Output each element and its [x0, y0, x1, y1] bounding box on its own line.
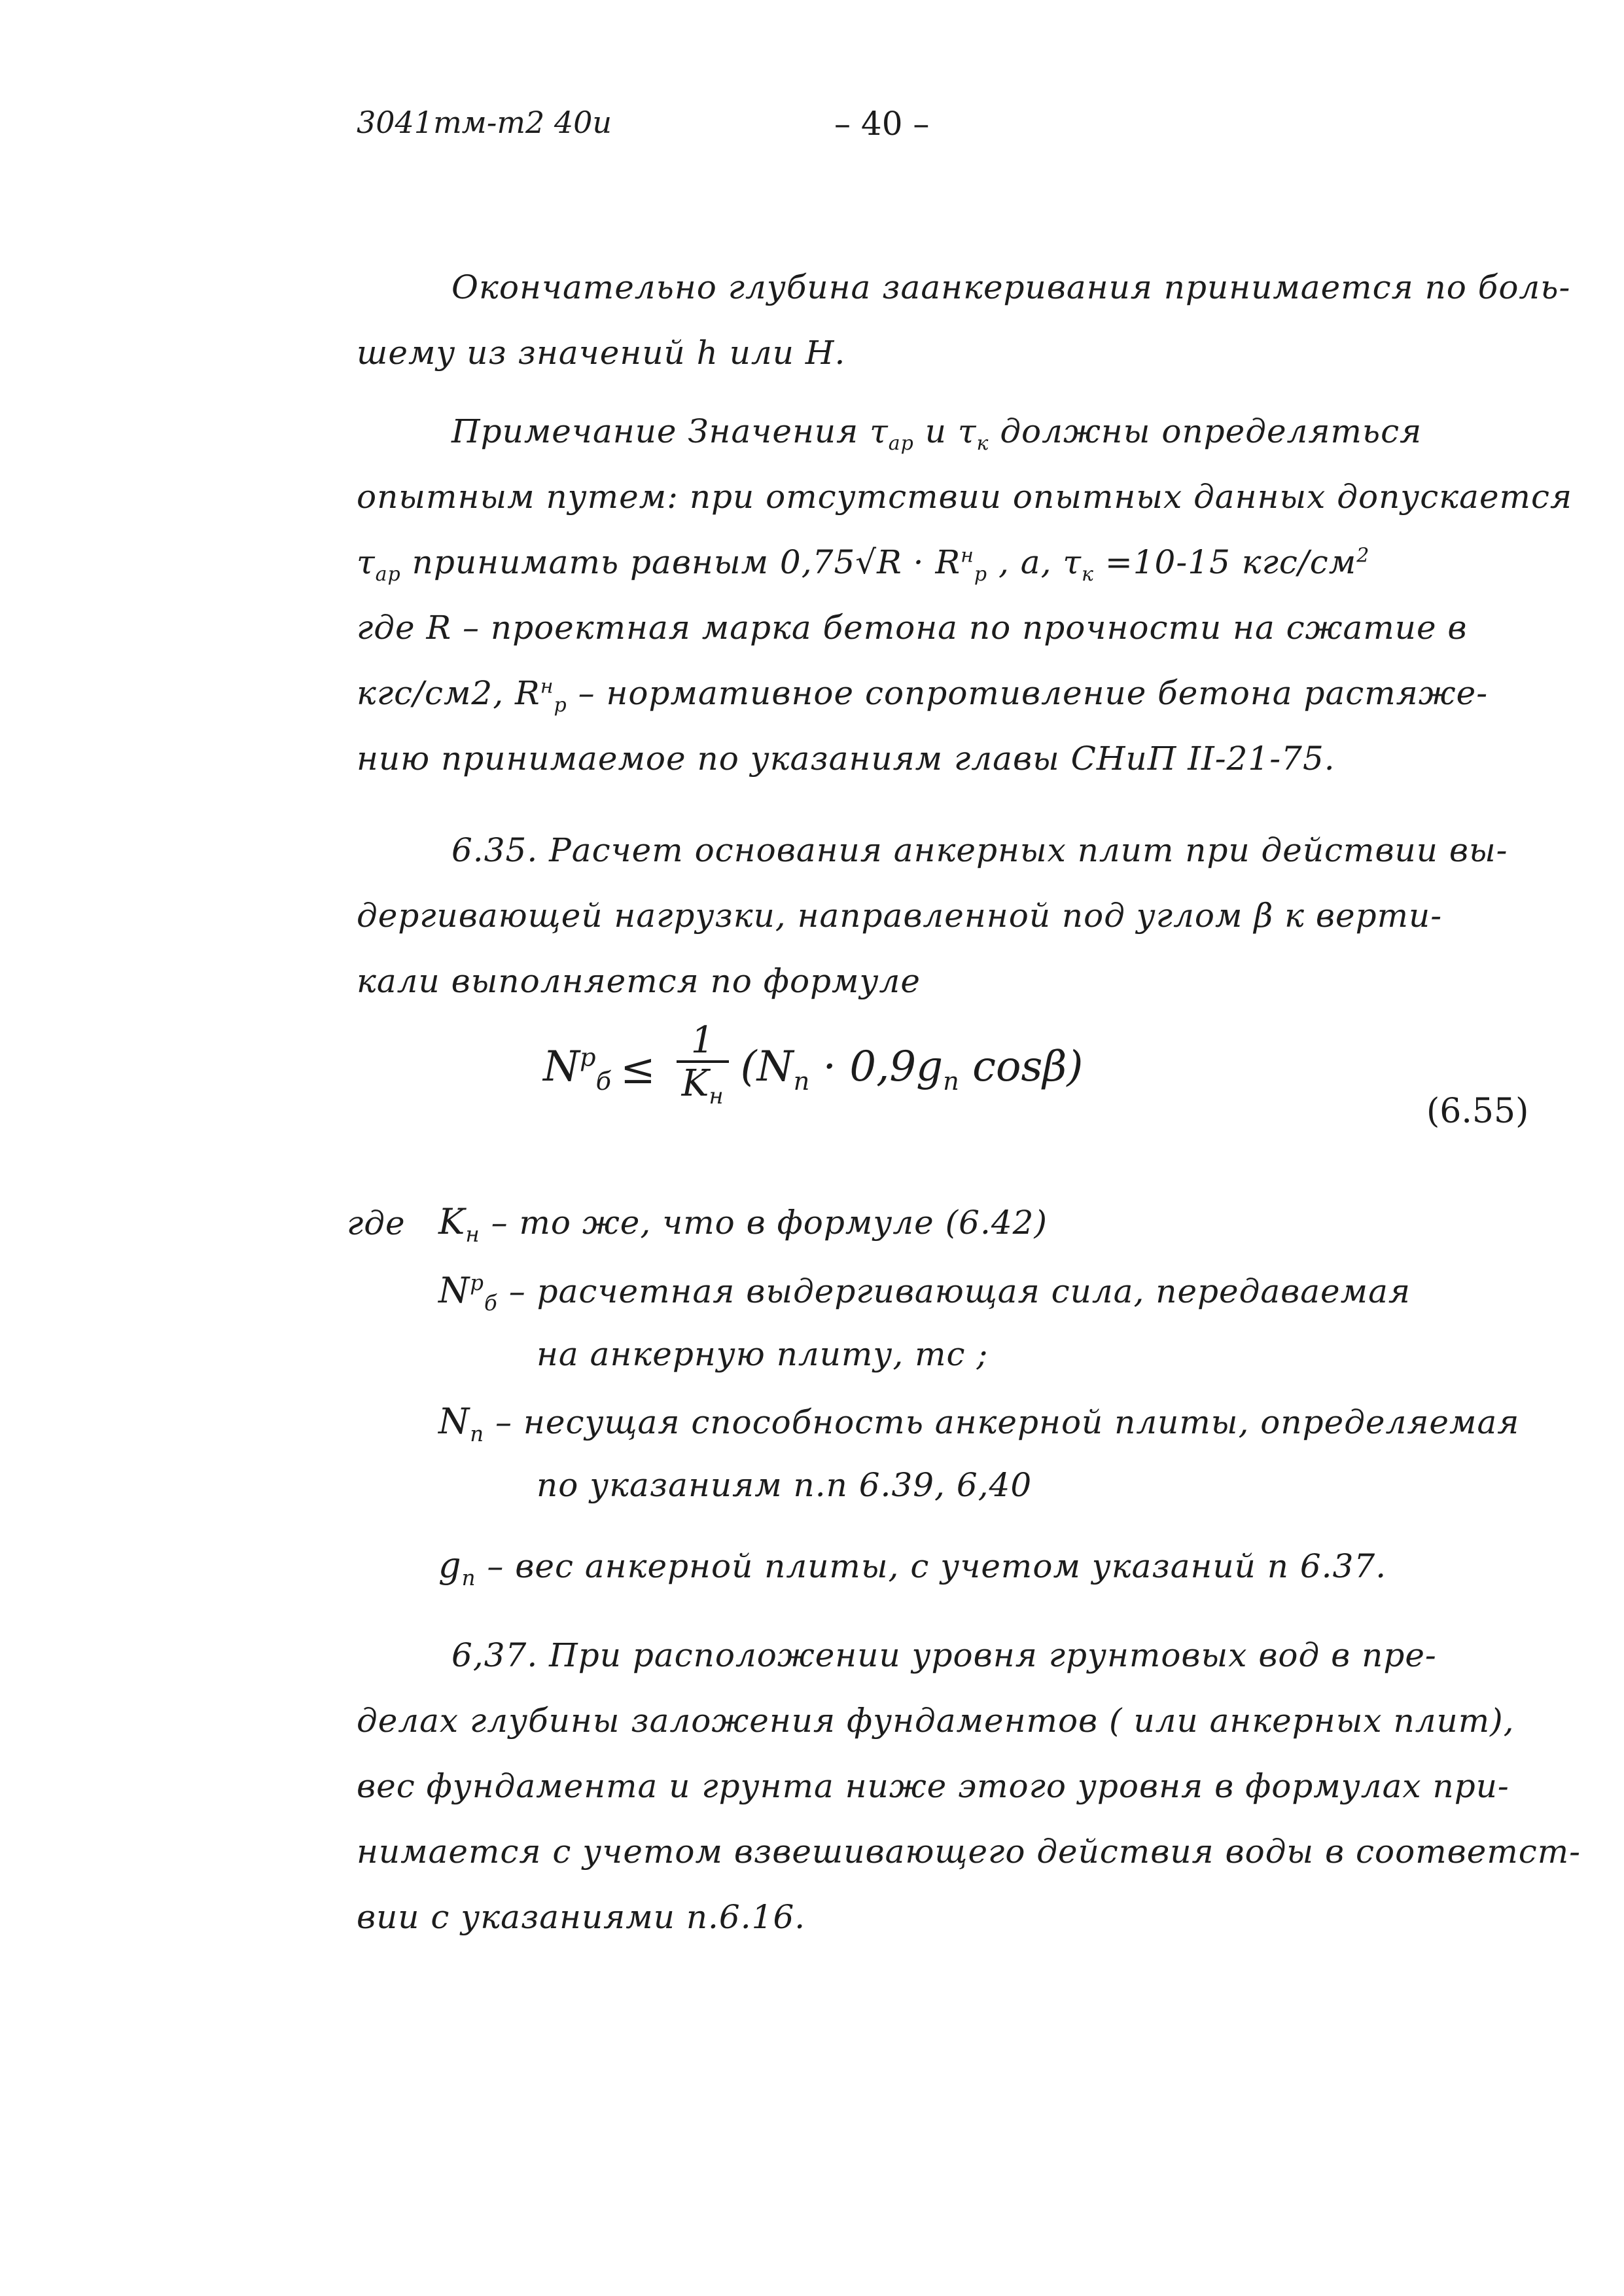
document-code: 3041тм-т2 40и [357, 105, 612, 140]
para635-line1: 6.35. Расчет основания анкерных плит при действии вы- [451, 831, 1508, 869]
def-kn: $K_н$ – то же, что в формуле (6.42) [438, 1201, 1048, 1247]
def-npb: $N^р_б$ – расчетная выдергивающая сила, передаваемая [438, 1270, 1411, 1316]
para637-line4: нимается с учетом взвешивающего действия воды в соответст- [357, 1833, 1581, 1871]
para637-line5: вии с указаниями п.6.16. [357, 1898, 806, 1936]
note-line4: где R – проектная марка бетона по прочности на сжатие в [357, 609, 1468, 647]
para1-line2: шему из значений h или H. [357, 334, 846, 372]
para637-line3: вес фундамента и грунта ниже этого уровня в формулах при- [357, 1767, 1509, 1805]
note-line5: кгс/см2, $R^н_р$ – нормативное сопротивление бетона растяже- [357, 674, 1489, 717]
def-nn-cont: по указаниям п.п 6.39, 6,40 [537, 1466, 1033, 1504]
para635-line2: дергивающей нагрузки, направленной под углом β к верти- [357, 897, 1443, 935]
note-line2: опытным путем: при отсутствии опытных данных допускается [357, 478, 1573, 516]
def-gn: $g_п$ – вес анкерной плиты, с учетом указаний п 6.37. [438, 1545, 1387, 1590]
def-intro: где [347, 1204, 406, 1242]
page-number: – 40 – [834, 105, 930, 143]
formula-fraction [677, 1021, 729, 1117]
para637-line1: 6,37. При расположении уровня грунтовых вод в пре- [451, 1636, 1437, 1674]
formula-6-55 [543, 1021, 1083, 1117]
def-npb-cont: на анкерную плиту, тс ; [537, 1335, 989, 1373]
def-nn: $N_п$ – несущая способность анкерной плиты, определяемая [438, 1401, 1520, 1446]
formula-rhs: ($N_п \cdot 0,9g_п$ cosβ) [740, 1042, 1084, 1096]
note-line1: Примечание Значения $\tau_{ар}$ и $\tau_к$ должны определяться [451, 412, 1422, 455]
formula-lhs: $N^р_б$ [543, 1042, 612, 1096]
note-line6: нию принимаемое по указаниям главы СНиП II-21-75. [357, 740, 1335, 778]
para635-line3: кали выполняется по формуле [357, 962, 921, 1000]
formula-number: (6.55) [1426, 1092, 1529, 1131]
fraction-denominator: $K_н$ [681, 1062, 724, 1109]
para637-line2: делах глубины заложения фундаментов ( или анкерных плит), [357, 1702, 1515, 1740]
para1-line1: Окончательно глубина заанкеривания принимается по боль- [451, 268, 1571, 306]
note-line3: $\tau_{ар}$ принимать равным $0,75√R \cdot R^н_р$ , а, $\tau_к =10-15$ кгс/$см^2$ [357, 543, 1370, 586]
fraction-numerator: 1 [690, 1019, 715, 1062]
formula-relation: ≤ [620, 1045, 656, 1094]
